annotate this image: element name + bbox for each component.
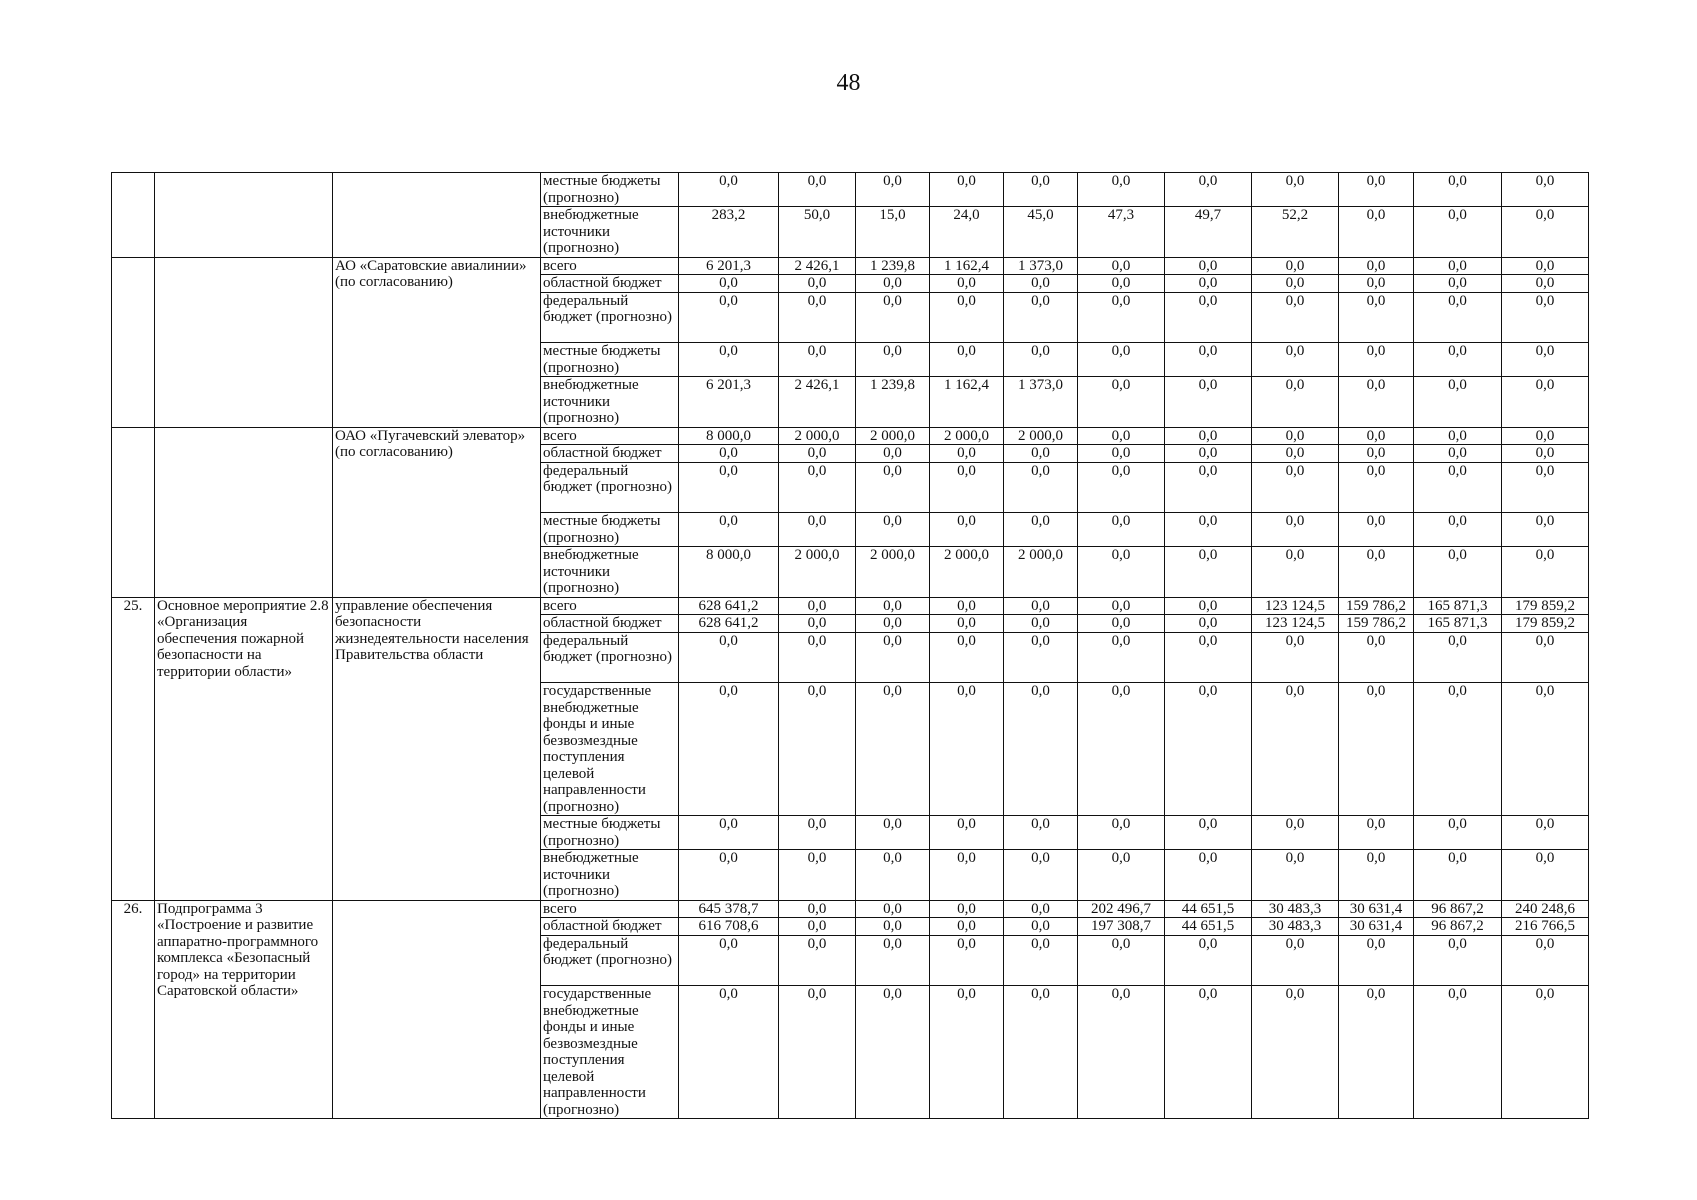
year-amount-cell: 0,0: [1252, 816, 1339, 850]
year-amount-cell: 0,0: [1502, 547, 1589, 598]
year-amount-cell: 0,0: [1414, 935, 1502, 986]
year-amount-cell: 0,0: [1414, 445, 1502, 463]
year-amount-cell: 0,0: [930, 816, 1004, 850]
funding-source-cell: всего: [541, 427, 679, 445]
funding-source-cell: областной бюджет: [541, 615, 679, 633]
year-amount-cell: 0,0: [1339, 445, 1414, 463]
funding-source-cell: местные бюджеты (прогнозно): [541, 513, 679, 547]
year-amount-cell: 216 766,5: [1502, 918, 1589, 936]
year-amount-cell: 0,0: [856, 462, 930, 513]
year-amount-cell: 0,0: [1339, 343, 1414, 377]
year-amount-cell: 45,0: [1004, 207, 1078, 258]
year-amount-cell: 52,2: [1252, 207, 1339, 258]
year-amount-cell: 0,0: [1078, 462, 1165, 513]
year-amount-cell: 0,0: [1252, 445, 1339, 463]
year-amount-cell: 0,0: [930, 918, 1004, 936]
year-amount-cell: 0,0: [779, 462, 856, 513]
year-amount-cell: 0,0: [1339, 850, 1414, 901]
year-amount-cell: 0,0: [1004, 615, 1078, 633]
year-amount-cell: 0,0: [1252, 850, 1339, 901]
year-amount-cell: 0,0: [1078, 935, 1165, 986]
year-amount-cell: 0,0: [1502, 292, 1589, 343]
year-amount-cell: 0,0: [779, 632, 856, 683]
year-amount-cell: 0,0: [1004, 986, 1078, 1119]
year-amount-cell: 0,0: [856, 918, 930, 936]
year-amount-cell: 0,0: [1414, 377, 1502, 428]
funding-source-cell: федеральный бюджет (прогнозно): [541, 462, 679, 513]
year-amount-cell: 0,0: [1078, 615, 1165, 633]
year-amount-cell: 0,0: [1339, 257, 1414, 275]
year-amount-cell: 0,0: [1414, 632, 1502, 683]
year-amount-cell: 0,0: [1414, 547, 1502, 598]
event-name-cell: Подпрограмма 3 «Построение и развитие аппаратно-программного комплекса «Безопасный город» на территории Саратовской области»: [155, 900, 333, 1119]
year-amount-cell: 0,0: [1502, 513, 1589, 547]
year-amount-cell: 0,0: [930, 445, 1004, 463]
year-amount-cell: 0,0: [1339, 427, 1414, 445]
funding-source-cell: местные бюджеты (прогнозно): [541, 173, 679, 207]
year-amount-cell: 0,0: [1078, 275, 1165, 293]
executor-cell: управление обеспечения безопасности жизнедеятельности населения Правительства области: [333, 597, 541, 900]
year-amount-cell: 1 162,4: [930, 377, 1004, 428]
year-amount-cell: 0,0: [1252, 986, 1339, 1119]
year-amount-cell: 0,0: [1502, 683, 1589, 816]
year-amount-cell: 0,0: [1339, 207, 1414, 258]
table-row: [112, 173, 1589, 207]
year-amount-cell: 0,0: [1078, 257, 1165, 275]
total-amount-cell: 0,0: [679, 935, 779, 986]
year-amount-cell: 0,0: [1414, 292, 1502, 343]
year-amount-cell: 2 000,0: [779, 547, 856, 598]
year-amount-cell: 0,0: [1165, 597, 1252, 615]
row-number-cell: [112, 173, 155, 258]
year-amount-cell: 0,0: [1414, 257, 1502, 275]
total-amount-cell: 0,0: [679, 513, 779, 547]
year-amount-cell: 0,0: [1165, 343, 1252, 377]
year-amount-cell: 0,0: [1165, 462, 1252, 513]
total-amount-cell: 0,0: [679, 173, 779, 207]
funding-source-cell: внебюджетные источники (прогнозно): [541, 850, 679, 901]
year-amount-cell: 0,0: [856, 900, 930, 918]
year-amount-cell: 0,0: [779, 850, 856, 901]
year-amount-cell: 30 483,3: [1252, 918, 1339, 936]
year-amount-cell: 0,0: [779, 900, 856, 918]
year-amount-cell: 0,0: [1339, 462, 1414, 513]
year-amount-cell: 44 651,5: [1165, 900, 1252, 918]
year-amount-cell: 0,0: [930, 900, 1004, 918]
total-amount-cell: 0,0: [679, 986, 779, 1119]
funding-source-cell: государственные внебюджетные фонды и иные безвозмездные поступления целевой направленности (прогнозно): [541, 986, 679, 1119]
year-amount-cell: 0,0: [1252, 257, 1339, 275]
funding-source-cell: областной бюджет: [541, 445, 679, 463]
year-amount-cell: 0,0: [1165, 292, 1252, 343]
year-amount-cell: 0,0: [1414, 275, 1502, 293]
year-amount-cell: 0,0: [779, 615, 856, 633]
year-amount-cell: 0,0: [856, 275, 930, 293]
year-amount-cell: 0,0: [1339, 377, 1414, 428]
year-amount-cell: 0,0: [1252, 632, 1339, 683]
year-amount-cell: 0,0: [1078, 173, 1165, 207]
year-amount-cell: 0,0: [1502, 816, 1589, 850]
year-amount-cell: 0,0: [1078, 850, 1165, 901]
event-name-cell: Основное мероприятие 2.8 «Организация обеспечения пожарной безопасности на территории области»: [155, 597, 333, 900]
row-number-cell: 25.: [112, 597, 155, 900]
executor-cell: [333, 173, 541, 258]
total-amount-cell: 645 378,7: [679, 900, 779, 918]
year-amount-cell: 1 239,8: [856, 377, 930, 428]
total-amount-cell: 0,0: [679, 445, 779, 463]
year-amount-cell: 0,0: [1252, 547, 1339, 598]
total-amount-cell: 0,0: [679, 683, 779, 816]
year-amount-cell: 44 651,5: [1165, 918, 1252, 936]
year-amount-cell: 0,0: [1502, 986, 1589, 1119]
year-amount-cell: 0,0: [1414, 427, 1502, 445]
table-row: [112, 900, 1589, 918]
year-amount-cell: 96 867,2: [1414, 918, 1502, 936]
year-amount-cell: 0,0: [1414, 816, 1502, 850]
year-amount-cell: 0,0: [930, 850, 1004, 901]
year-amount-cell: 0,0: [1165, 173, 1252, 207]
year-amount-cell: 0,0: [1078, 427, 1165, 445]
year-amount-cell: 0,0: [1252, 935, 1339, 986]
funding-source-cell: федеральный бюджет (прогнозно): [541, 935, 679, 986]
year-amount-cell: 165 871,3: [1414, 615, 1502, 633]
year-amount-cell: 0,0: [1004, 850, 1078, 901]
year-amount-cell: 0,0: [1339, 292, 1414, 343]
year-amount-cell: 0,0: [1339, 173, 1414, 207]
year-amount-cell: 0,0: [1078, 445, 1165, 463]
funding-source-cell: федеральный бюджет (прогнозно): [541, 292, 679, 343]
year-amount-cell: 24,0: [930, 207, 1004, 258]
funding-source-cell: всего: [541, 597, 679, 615]
year-amount-cell: 202 496,7: [1078, 900, 1165, 918]
total-amount-cell: 0,0: [679, 292, 779, 343]
total-amount-cell: 0,0: [679, 343, 779, 377]
year-amount-cell: 15,0: [856, 207, 930, 258]
funding-source-cell: федеральный бюджет (прогнозно): [541, 632, 679, 683]
year-amount-cell: 0,0: [1078, 816, 1165, 850]
year-amount-cell: 0,0: [1339, 816, 1414, 850]
year-amount-cell: 0,0: [930, 173, 1004, 207]
year-amount-cell: 0,0: [1004, 597, 1078, 615]
year-amount-cell: 0,0: [856, 615, 930, 633]
year-amount-cell: 0,0: [1252, 513, 1339, 547]
event-name-cell: [155, 173, 333, 258]
executor-cell: ОАО «Пугачевский элеватор» (по согласованию): [333, 427, 541, 597]
year-amount-cell: 0,0: [930, 343, 1004, 377]
funding-source-cell: всего: [541, 257, 679, 275]
year-amount-cell: 2 426,1: [779, 377, 856, 428]
year-amount-cell: 0,0: [1502, 427, 1589, 445]
year-amount-cell: 0,0: [1165, 816, 1252, 850]
year-amount-cell: 0,0: [1004, 816, 1078, 850]
year-amount-cell: 2 000,0: [1004, 547, 1078, 598]
year-amount-cell: 0,0: [856, 632, 930, 683]
page-number: 48: [836, 70, 861, 96]
year-amount-cell: 0,0: [1502, 207, 1589, 258]
year-amount-cell: 1 373,0: [1004, 257, 1078, 275]
year-amount-cell: 0,0: [1252, 427, 1339, 445]
year-amount-cell: 2 000,0: [930, 547, 1004, 598]
year-amount-cell: 0,0: [1165, 427, 1252, 445]
year-amount-cell: 0,0: [779, 597, 856, 615]
year-amount-cell: 0,0: [779, 343, 856, 377]
year-amount-cell: 0,0: [1004, 343, 1078, 377]
year-amount-cell: 159 786,2: [1339, 615, 1414, 633]
year-amount-cell: 0,0: [856, 343, 930, 377]
year-amount-cell: 0,0: [779, 513, 856, 547]
year-amount-cell: 0,0: [1004, 275, 1078, 293]
year-amount-cell: 0,0: [1004, 173, 1078, 207]
year-amount-cell: 0,0: [1252, 275, 1339, 293]
year-amount-cell: 0,0: [1502, 850, 1589, 901]
year-amount-cell: 0,0: [1502, 257, 1589, 275]
year-amount-cell: 0,0: [1165, 850, 1252, 901]
table-body: [112, 173, 1589, 1119]
year-amount-cell: 0,0: [779, 986, 856, 1119]
year-amount-cell: 0,0: [856, 173, 930, 207]
year-amount-cell: 0,0: [1414, 986, 1502, 1119]
year-amount-cell: 0,0: [1414, 850, 1502, 901]
year-amount-cell: 0,0: [1252, 173, 1339, 207]
year-amount-cell: 0,0: [1165, 257, 1252, 275]
year-amount-cell: 2 000,0: [779, 427, 856, 445]
year-amount-cell: 0,0: [779, 918, 856, 936]
year-amount-cell: 0,0: [1252, 343, 1339, 377]
total-amount-cell: 616 708,6: [679, 918, 779, 936]
year-amount-cell: 49,7: [1165, 207, 1252, 258]
year-amount-cell: 1 162,4: [930, 257, 1004, 275]
year-amount-cell: 0,0: [1502, 173, 1589, 207]
year-amount-cell: 123 124,5: [1252, 615, 1339, 633]
year-amount-cell: 0,0: [779, 292, 856, 343]
year-amount-cell: 30 483,3: [1252, 900, 1339, 918]
year-amount-cell: 0,0: [856, 850, 930, 901]
total-amount-cell: 628 641,2: [679, 597, 779, 615]
budget-table: [111, 172, 1589, 1119]
year-amount-cell: 0,0: [1414, 683, 1502, 816]
row-number-cell: 26.: [112, 900, 155, 1119]
year-amount-cell: 0,0: [930, 597, 1004, 615]
year-amount-cell: 0,0: [1502, 445, 1589, 463]
row-number-cell: [112, 427, 155, 597]
year-amount-cell: 0,0: [1414, 462, 1502, 513]
year-amount-cell: 0,0: [856, 445, 930, 463]
executor-cell: [333, 900, 541, 1119]
year-amount-cell: 0,0: [856, 292, 930, 343]
year-amount-cell: 0,0: [856, 935, 930, 986]
year-amount-cell: 0,0: [1004, 445, 1078, 463]
year-amount-cell: 179 859,2: [1502, 615, 1589, 633]
year-amount-cell: 0,0: [1339, 935, 1414, 986]
executor-cell: АО «Саратовские авиалинии» (по согласованию): [333, 257, 541, 427]
table-row: [112, 257, 1589, 275]
year-amount-cell: 0,0: [930, 935, 1004, 986]
year-amount-cell: 0,0: [856, 683, 930, 816]
year-amount-cell: 0,0: [1078, 986, 1165, 1119]
funding-source-cell: внебюджетные источники (прогнозно): [541, 547, 679, 598]
total-amount-cell: 0,0: [679, 632, 779, 683]
table-row: [112, 597, 1589, 615]
year-amount-cell: 0,0: [779, 816, 856, 850]
year-amount-cell: 2 000,0: [856, 547, 930, 598]
total-amount-cell: 6 201,3: [679, 377, 779, 428]
year-amount-cell: 1 239,8: [856, 257, 930, 275]
year-amount-cell: 0,0: [1252, 292, 1339, 343]
total-amount-cell: 628 641,2: [679, 615, 779, 633]
year-amount-cell: 0,0: [1004, 632, 1078, 683]
event-name-cell: [155, 257, 333, 427]
year-amount-cell: 0,0: [1339, 683, 1414, 816]
year-amount-cell: 2 000,0: [856, 427, 930, 445]
year-amount-cell: 0,0: [1078, 547, 1165, 598]
year-amount-cell: 0,0: [1502, 462, 1589, 513]
year-amount-cell: 0,0: [856, 513, 930, 547]
year-amount-cell: 0,0: [1339, 547, 1414, 598]
year-amount-cell: 0,0: [1078, 632, 1165, 683]
year-amount-cell: 0,0: [1004, 462, 1078, 513]
table-row: [112, 427, 1589, 445]
year-amount-cell: 0,0: [1502, 377, 1589, 428]
year-amount-cell: 240 248,6: [1502, 900, 1589, 918]
total-amount-cell: 0,0: [679, 462, 779, 513]
funding-source-cell: внебюджетные источники (прогнозно): [541, 377, 679, 428]
year-amount-cell: 0,0: [1078, 683, 1165, 816]
year-amount-cell: 0,0: [930, 683, 1004, 816]
year-amount-cell: 0,0: [1165, 683, 1252, 816]
year-amount-cell: 0,0: [1165, 547, 1252, 598]
year-amount-cell: 0,0: [1165, 615, 1252, 633]
year-amount-cell: 0,0: [1339, 275, 1414, 293]
year-amount-cell: 0,0: [1165, 513, 1252, 547]
year-amount-cell: 0,0: [930, 513, 1004, 547]
year-amount-cell: 0,0: [930, 615, 1004, 633]
year-amount-cell: 179 859,2: [1502, 597, 1589, 615]
year-amount-cell: 0,0: [1078, 377, 1165, 428]
year-amount-cell: 50,0: [779, 207, 856, 258]
year-amount-cell: 0,0: [779, 173, 856, 207]
year-amount-cell: 0,0: [856, 597, 930, 615]
year-amount-cell: 0,0: [1165, 632, 1252, 683]
year-amount-cell: 0,0: [930, 986, 1004, 1119]
year-amount-cell: 0,0: [1004, 918, 1078, 936]
year-amount-cell: 0,0: [1165, 935, 1252, 986]
year-amount-cell: 0,0: [1078, 513, 1165, 547]
row-number-cell: [112, 257, 155, 427]
year-amount-cell: 30 631,4: [1339, 918, 1414, 936]
funding-source-cell: областной бюджет: [541, 918, 679, 936]
year-amount-cell: 47,3: [1078, 207, 1165, 258]
year-amount-cell: 0,0: [1414, 513, 1502, 547]
year-amount-cell: 0,0: [930, 462, 1004, 513]
total-amount-cell: 0,0: [679, 816, 779, 850]
funding-source-cell: областной бюджет: [541, 275, 679, 293]
year-amount-cell: 0,0: [1502, 275, 1589, 293]
year-amount-cell: 0,0: [779, 683, 856, 816]
funding-source-cell: внебюджетные источники (прогнозно): [541, 207, 679, 258]
total-amount-cell: 0,0: [679, 850, 779, 901]
year-amount-cell: 0,0: [1502, 935, 1589, 986]
year-amount-cell: 0,0: [1252, 377, 1339, 428]
year-amount-cell: 0,0: [1165, 986, 1252, 1119]
year-amount-cell: 0,0: [1165, 275, 1252, 293]
year-amount-cell: 0,0: [779, 935, 856, 986]
year-amount-cell: 0,0: [1078, 597, 1165, 615]
year-amount-cell: 30 631,4: [1339, 900, 1414, 918]
year-amount-cell: 0,0: [1414, 343, 1502, 377]
year-amount-cell: 0,0: [1078, 343, 1165, 377]
funding-source-cell: местные бюджеты (прогнозно): [541, 816, 679, 850]
year-amount-cell: 0,0: [1004, 683, 1078, 816]
year-amount-cell: 0,0: [1165, 445, 1252, 463]
total-amount-cell: 0,0: [679, 275, 779, 293]
year-amount-cell: 159 786,2: [1339, 597, 1414, 615]
total-amount-cell: 8 000,0: [679, 547, 779, 598]
year-amount-cell: 197 308,7: [1078, 918, 1165, 936]
event-name-cell: [155, 427, 333, 597]
year-amount-cell: 0,0: [1165, 377, 1252, 428]
year-amount-cell: 0,0: [1502, 343, 1589, 377]
year-amount-cell: 0,0: [1004, 935, 1078, 986]
year-amount-cell: 0,0: [930, 292, 1004, 343]
year-amount-cell: 0,0: [779, 275, 856, 293]
year-amount-cell: 0,0: [1414, 207, 1502, 258]
year-amount-cell: 123 124,5: [1252, 597, 1339, 615]
year-amount-cell: 2 000,0: [1004, 427, 1078, 445]
year-amount-cell: 0,0: [1004, 292, 1078, 343]
year-amount-cell: 0,0: [856, 986, 930, 1119]
year-amount-cell: 2 000,0: [930, 427, 1004, 445]
total-amount-cell: 6 201,3: [679, 257, 779, 275]
year-amount-cell: 0,0: [930, 632, 1004, 683]
funding-source-cell: государственные внебюджетные фонды и иные безвозмездные поступления целевой направленности (прогнозно): [541, 683, 679, 816]
year-amount-cell: 0,0: [779, 445, 856, 463]
total-amount-cell: 283,2: [679, 207, 779, 258]
year-amount-cell: 0,0: [1252, 462, 1339, 513]
year-amount-cell: 0,0: [1339, 632, 1414, 683]
year-amount-cell: 2 426,1: [779, 257, 856, 275]
funding-source-cell: всего: [541, 900, 679, 918]
year-amount-cell: 96 867,2: [1414, 900, 1502, 918]
year-amount-cell: 0,0: [930, 275, 1004, 293]
year-amount-cell: 0,0: [1502, 632, 1589, 683]
year-amount-cell: 1 373,0: [1004, 377, 1078, 428]
year-amount-cell: 0,0: [1339, 513, 1414, 547]
year-amount-cell: 0,0: [1004, 513, 1078, 547]
year-amount-cell: 0,0: [1339, 986, 1414, 1119]
year-amount-cell: 0,0: [1078, 292, 1165, 343]
total-amount-cell: 8 000,0: [679, 427, 779, 445]
year-amount-cell: 165 871,3: [1414, 597, 1502, 615]
year-amount-cell: 0,0: [1252, 683, 1339, 816]
year-amount-cell: 0,0: [856, 816, 930, 850]
funding-source-cell: местные бюджеты (прогнозно): [541, 343, 679, 377]
year-amount-cell: 0,0: [1004, 900, 1078, 918]
year-amount-cell: 0,0: [1414, 173, 1502, 207]
